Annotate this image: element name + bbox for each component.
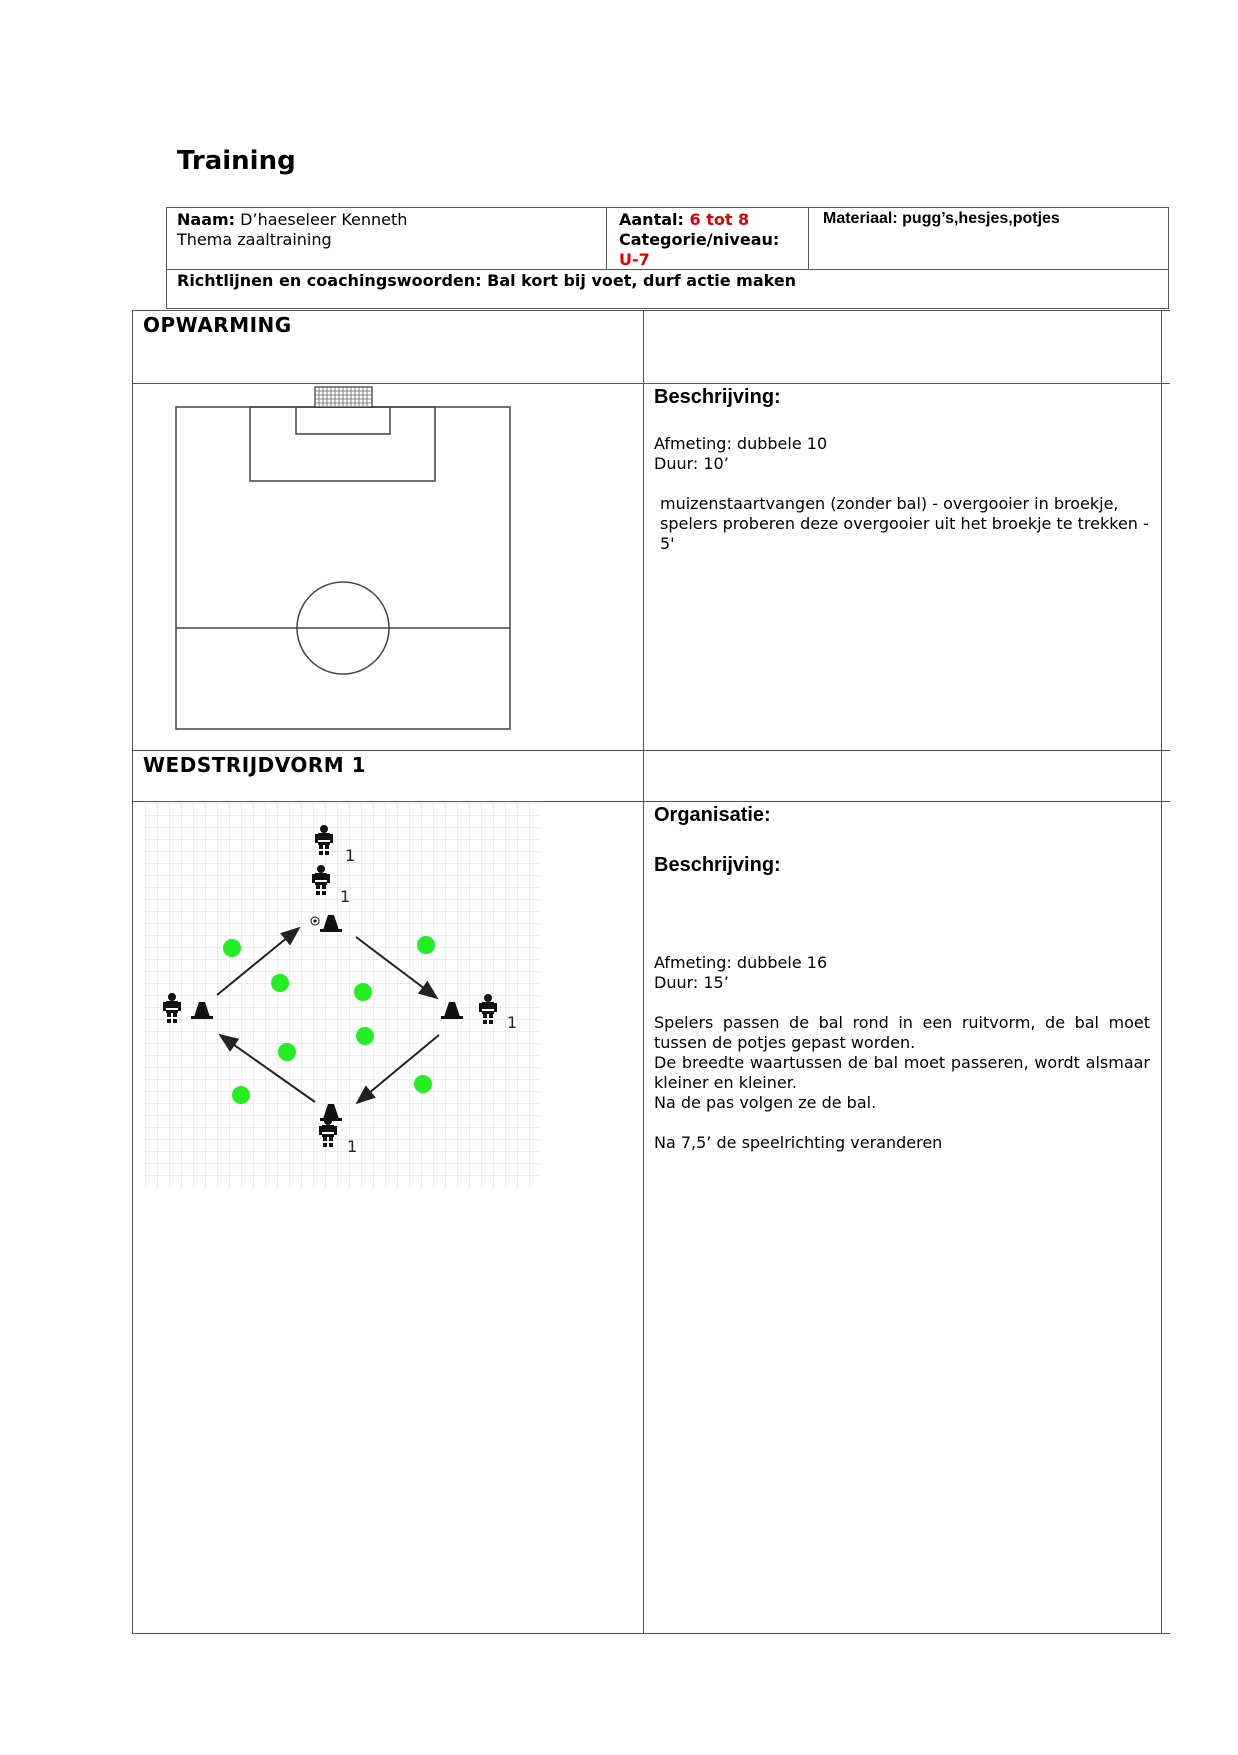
wedstrijdvorm-paragraph: Na de pas volgen ze de bal. — [654, 1093, 877, 1112]
player-number: 1 — [507, 1013, 518, 1032]
aantal-label: Aantal: — [619, 210, 684, 229]
ball-dot — [417, 936, 435, 954]
wedstrijdvorm-afmeting: Afmeting: dubbele 16 — [654, 953, 828, 972]
categorie-value: U-7 — [619, 250, 650, 269]
soccer-ball-icon — [311, 917, 319, 925]
wedstrijdvorm-beschrijving-label: Beschrijving: — [654, 854, 781, 876]
soccer-field-diagram — [170, 386, 520, 736]
grid-line — [643, 310, 644, 1634]
grid-background — [145, 803, 540, 1187]
field-outline — [176, 407, 510, 729]
wedstrijdvorm-title: WEDSTRIJDVORM 1 — [143, 753, 367, 777]
richtlijnen-text: Richtlijnen en coachingswoorden: Bal kort bij voet, durf actie maken — [177, 271, 797, 290]
naam-label: Naam: — [177, 210, 236, 229]
ball-dot — [271, 974, 289, 992]
goal-net-icon — [315, 387, 372, 407]
player-number: 1 — [340, 887, 351, 906]
naam-field — [177, 210, 407, 230]
player-number: 1 — [347, 1137, 358, 1156]
categorie-label: Categorie/niveau: — [619, 230, 780, 249]
ball-dot — [356, 1027, 374, 1045]
grid-line — [132, 310, 133, 1634]
materiaal-text: Materiaal: pugg’s,hesjes,potjes — [823, 210, 1060, 227]
page-title: Training — [177, 146, 296, 176]
wedstrijdvorm-paragraph: De breedte waartussen de bal moet passeren, wordt alsmaar kleiner en kleiner. — [654, 1053, 1150, 1092]
ball-dot — [278, 1043, 296, 1061]
ball-dot — [223, 939, 241, 957]
grid-line — [132, 383, 1170, 384]
wedstrijdvorm-paragraph: Spelers passen de bal rond in een ruitvorm, de bal moet tussen de potjes gepast worden. — [654, 1013, 1150, 1052]
wedstrijdvorm-paragraph: Na 7,5’ de speelrichting veranderen — [654, 1133, 943, 1152]
grid-line — [132, 750, 1170, 751]
opwarming-description: muizenstaartvangen (zonder bal) - overgooier in broekje, spelers proberen deze overgooier uit het broekje te trekken - 5' — [660, 494, 1149, 553]
player-number: 1 — [345, 846, 356, 865]
grid-line — [132, 310, 1170, 311]
grid-line — [1161, 310, 1162, 1634]
thema-text: Thema zaaltraining — [177, 230, 332, 249]
opwarming-afmeting: Afmeting: dubbele 10 — [654, 434, 828, 453]
ball-dot — [354, 983, 372, 1001]
aantal-field — [619, 210, 749, 230]
goal-area — [296, 407, 390, 434]
opwarming-beschrijving-label: Beschrijving: — [654, 386, 781, 408]
ball-dot — [414, 1075, 432, 1093]
opwarming-title: OPWARMING — [143, 313, 292, 337]
penalty-area — [250, 407, 435, 481]
grid-line — [132, 801, 1170, 802]
diamond-passing-diagram — [145, 803, 540, 1187]
wedstrijdvorm-duur: Duur: 15’ — [654, 973, 729, 992]
opwarming-duur: Duur: 10’ — [654, 454, 729, 473]
grid-line — [132, 1633, 1170, 1634]
aantal-value: 6 tot 8 — [689, 210, 750, 229]
organisatie-label: Organisatie: — [654, 804, 771, 826]
ball-dot — [232, 1086, 250, 1104]
naam-value: D’haeseleer Kenneth — [240, 210, 408, 229]
